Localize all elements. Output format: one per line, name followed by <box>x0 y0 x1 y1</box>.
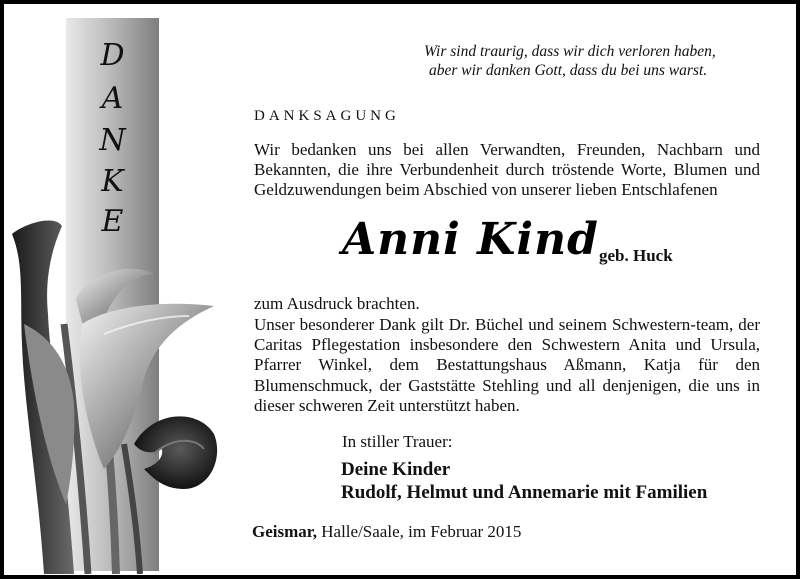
motto-quote <box>424 42 764 80</box>
side-letter: K <box>101 164 124 199</box>
thanks-paragraph: Unser besonderer Dank gilt Dr. Büchel und seinem Schwestern-team, der Caritas Pflegestation insbesondere den Schwestern Anita und Ursula, Pfarrer Winkel, dem Bestattungshaus Aßmann, Katja für den Blumenschmuck, der Gaststätte Stehling und all denjenigen, die uns in dieser schweren Zeit unterstützt haben. <box>254 315 760 415</box>
side-letter: N <box>99 123 126 158</box>
maiden-name: geb. Huck <box>599 246 673 265</box>
intro-paragraph: Wir bedanken uns bei allen Verwandten, Freunden, Nachbarn und Bekannten, die ihre Verbundenheit durch tröstende Worte, Blumen und Geldzuwendungen beim Abschied von unserer lieben Entschlafenen <box>254 140 760 200</box>
signature-line: Deine Kinder <box>341 459 451 480</box>
side-letter: D <box>100 38 125 73</box>
calla-lily-illustration <box>4 204 234 574</box>
notice-heading: DANKSAGUNG <box>254 108 400 124</box>
place-town: Geismar, <box>252 522 318 541</box>
signature-line: Rudolf, Helmut und Annemarie mit Familien <box>341 482 708 503</box>
side-letter: E <box>101 204 124 239</box>
deceased-name: Anni Kind <box>342 214 599 265</box>
mourning-label: In stiller Trauer: <box>342 432 453 451</box>
place-and-date <box>252 522 521 542</box>
side-letter: A <box>101 81 124 116</box>
motto-line: Wir sind traurig, dass wir dich verloren haben, <box>424 43 716 60</box>
motto-line: aber wir danken Gott, dass du bei uns warst. <box>429 62 708 79</box>
place-rest: Halle/Saale, im Februar 2015 <box>317 522 522 541</box>
after-name-paragraph: zum Ausdruck brachten. <box>254 294 420 313</box>
